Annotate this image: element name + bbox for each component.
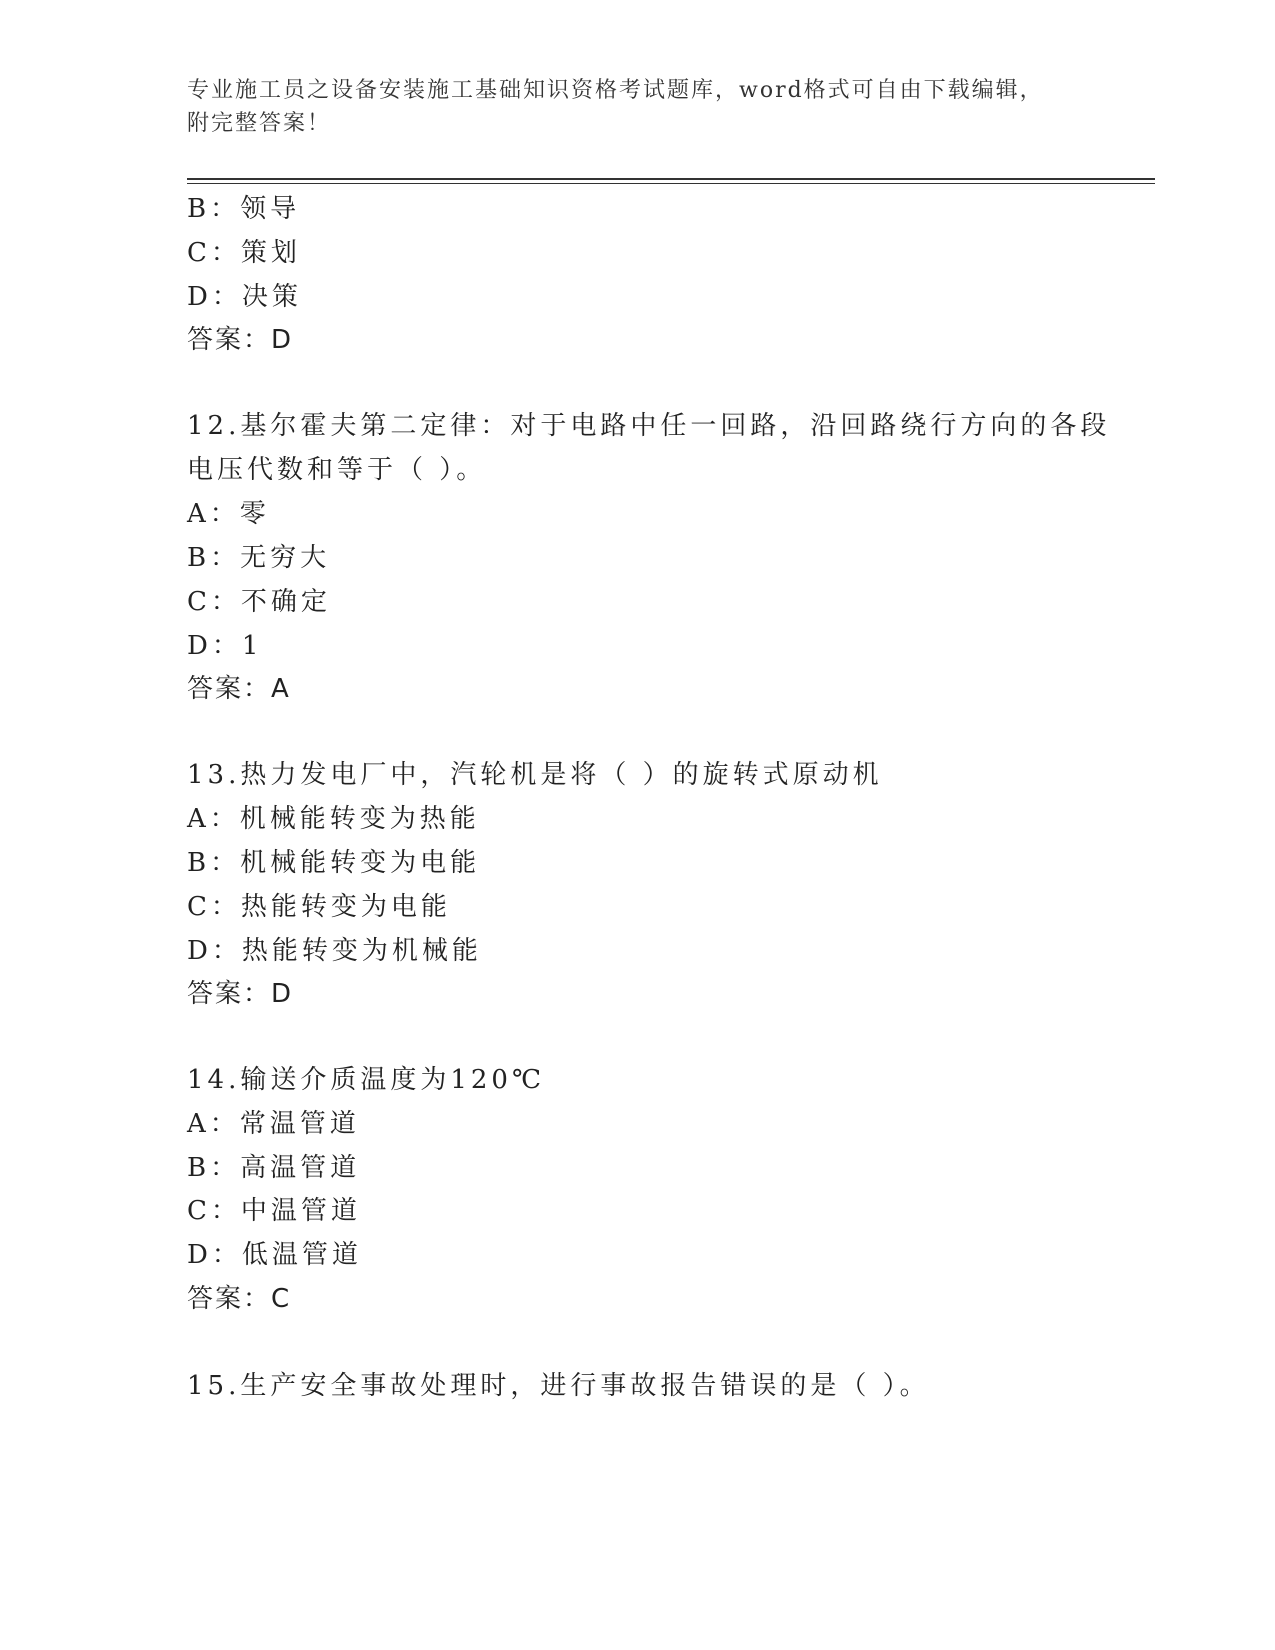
header-line-2: 附完整答案！ [187,111,332,136]
q14-option-b: B：高温管道 [187,1153,361,1183]
header-line-1: 专业施工员之设备安装施工基础知识资格考试题库，word格式可自由下载编辑， [187,78,1044,103]
q13-stem-line-1: 13.热力发电厂中，汽轮机是将（ ）的旋转式原动机 [187,760,883,790]
q14-answer: 答案：C [187,1284,292,1314]
header-rule-thick [187,178,1155,180]
q13-option-d: D：热能转变为机械能 [187,936,482,966]
q12-answer: 答案：A [187,674,291,704]
q15-stem-line-1: 15.生产安全事故处理时，进行事故报告错误的是（ ）。 [187,1371,930,1401]
q12-stem-line-1: 12.基尔霍夫第二定律：对于电路中任一回路，沿回路绕行方向的各段 [187,411,1111,441]
prev-option-c: C：策划 [187,238,301,268]
q12-option-c: C：不确定 [187,587,331,617]
prev-answer: 答案：D [187,325,294,355]
q13-option-b: B：机械能转变为电能 [187,848,481,878]
q14-option-c: C：中温管道 [187,1196,361,1226]
q12-option-b: B：无穷大 [187,543,331,573]
document-header [187,74,1087,140]
q13-answer: 答案：D [187,979,294,1009]
prev-option-d: D：决策 [187,282,302,312]
header-rule-thin [187,183,1155,184]
q14-option-a: A：常温管道 [187,1109,360,1139]
q14-stem-line-1: 14.输送介质温度为120℃ [187,1065,546,1095]
q12-option-a: A：零 [187,499,270,529]
q12-stem-line-2: 电压代数和等于（ ）。 [187,455,487,485]
q13-option-c: C：热能转变为电能 [187,892,451,922]
q12-option-d: D：1 [187,631,263,661]
q14-option-d: D：低温管道 [187,1240,362,1270]
q13-option-a: A：机械能转变为热能 [187,804,480,834]
prev-option-b: B：领导 [187,194,301,224]
